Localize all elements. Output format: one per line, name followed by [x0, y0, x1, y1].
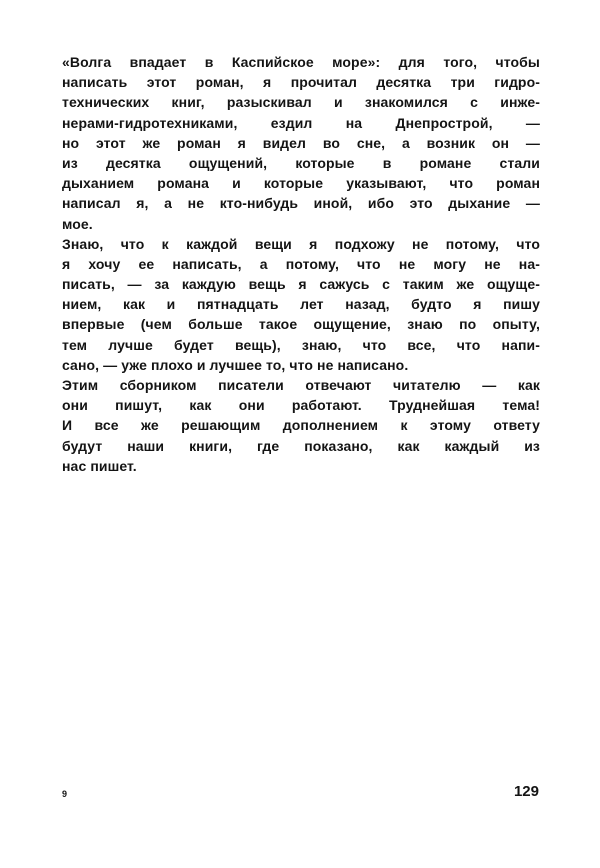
- text-line: технических книг, разыскивал и знакомился с инже-: [62, 94, 540, 111]
- text-line: дыханием романа и которые указывают, что роман: [62, 175, 540, 192]
- page-number: 129: [513, 783, 539, 800]
- text-line: писать, — за каждую вещь я сажусь с таким же ощуще-: [62, 276, 540, 293]
- text-line: Этим сборником писатели отвечают читателю — как: [62, 377, 540, 393]
- text-line: написать этот роман, я прочитал десятка три гидро-: [62, 74, 540, 91]
- text-line: И все же решающим дополнением к этому ответу: [62, 417, 540, 434]
- text-line: впервые (чем больше такое ощущение, знаю по опыту,: [62, 316, 540, 333]
- text-line: Знаю, что к каждой вещи я подхожу не потому, что: [62, 235, 540, 252]
- text-line: сано, — уже плохо и лучшее то, что не написано.: [62, 356, 409, 373]
- text-line: они пишут, как они работают. Труднейшая тема!: [62, 397, 540, 414]
- signature-mark: 9: [62, 789, 68, 799]
- text-line: «Волга впадает в Каспийское море»: для того, чтобы: [62, 54, 540, 70]
- text-line: нерами-гидротехниками, ездил на Днепрострой, —: [62, 114, 540, 131]
- body-text: [62, 52, 540, 476]
- text-line: но этот же роман я видел во сне, а возник он —: [62, 134, 540, 151]
- text-line: я хочу ее написать, а потому, что не могу не на-: [62, 255, 540, 272]
- text-line: нием, как и пятнадцать лет назад, будто я пишу: [62, 296, 540, 313]
- text-line: нас пишет.: [62, 457, 137, 474]
- text-line: из десятка ощущений, которые в романе стали: [62, 154, 540, 171]
- text-line: написал я, а не кто-нибудь иной, ибо это дыхание —: [62, 195, 540, 212]
- text-line: будут наши книги, где показано, как каждый из: [62, 437, 540, 454]
- text-line: мое.: [62, 215, 93, 232]
- text-line: тем лучше будет вещь), знаю, что все, что напи-: [62, 336, 540, 353]
